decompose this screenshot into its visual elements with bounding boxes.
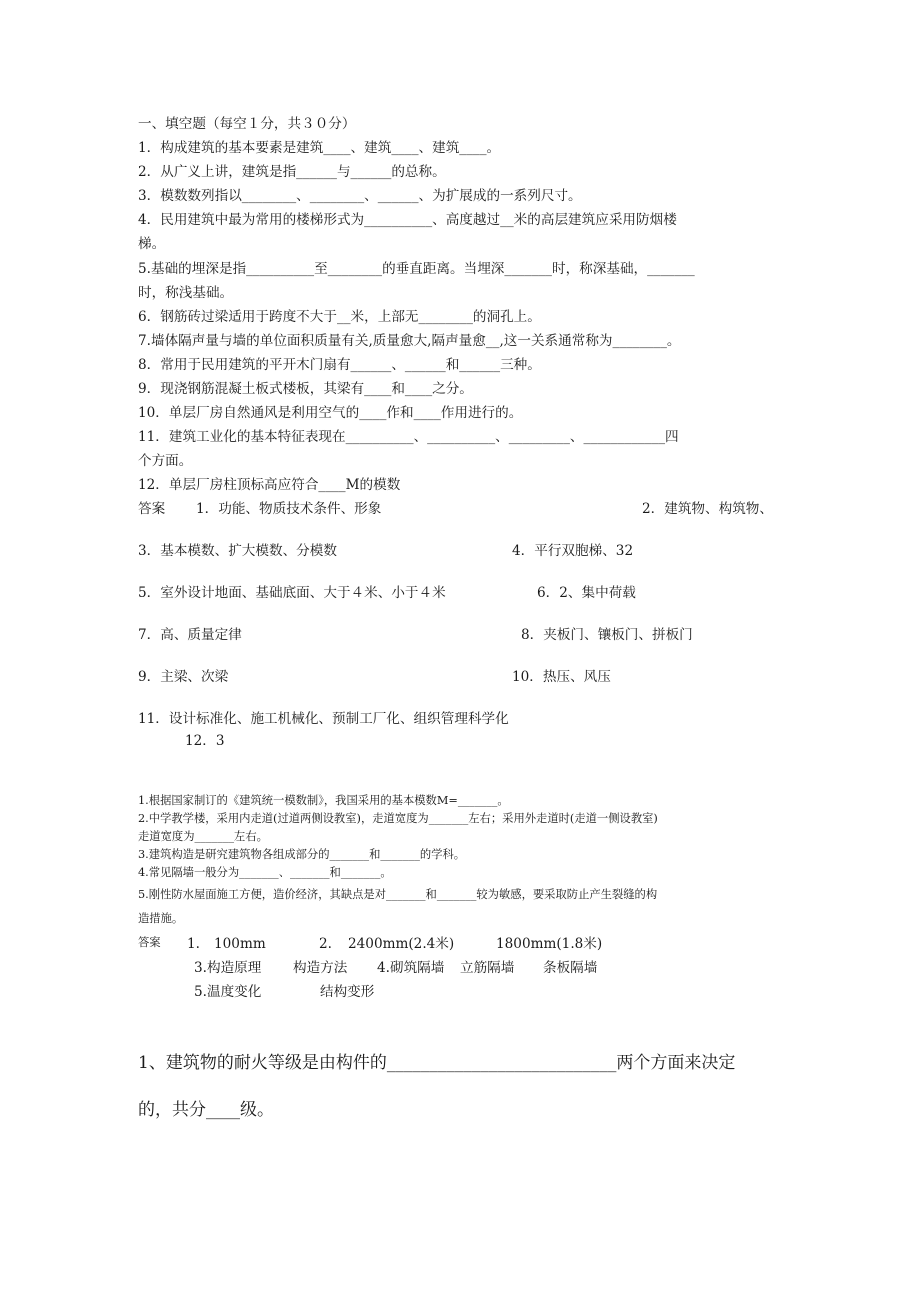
question-6: 6．钢筋砖过梁适用于跨度不大于__米，上部无________的洞孔上。 — [138, 309, 541, 325]
s2-question-5-cont: 造措施。 — [138, 912, 184, 925]
s2-answer-4a: 4.砌筑隔墙 — [377, 960, 445, 976]
question-1: 1．构成建筑的基本要素是建筑____、建筑____、建筑____。 — [138, 140, 501, 156]
answer-label: 答案 — [138, 501, 166, 517]
s2-answer-label: 答案 — [138, 936, 161, 949]
section-heading: 一、填空题（每空１分，共３０分） — [138, 116, 356, 132]
s2-answer-2b: 1800mm(1.8米) — [496, 936, 603, 952]
question-9: 9．现浇钢筋混凝土板式楼板，其梁有____和____之分。 — [138, 381, 473, 397]
s2-answer-2a: 2400mm(2.4米) — [348, 936, 455, 952]
s2-question-2-cont: 走道宽度为_______左右。 — [138, 830, 268, 843]
s2-question-2: 2.中学教学楼，采用内走道(过道两侧设教室)，走道宽度为_______左右；采用外走道时(走道一侧设教室) — [138, 812, 658, 825]
question-4: 4．民用建筑中最为常用的楼梯形式为__________、高度越过__米的高层建筑应采用防烟楼 — [138, 212, 677, 228]
s2-answer-3b: 构造方法 — [293, 960, 348, 976]
answer-11: 11．设计标准化、施工机械化、预制工厂化、组织管理科学化 — [138, 711, 509, 727]
question-8: 8．常用于民用建筑的平开木门扇有______、______和______三种。 — [138, 357, 541, 373]
answer-9: 9．主梁、次梁 — [138, 669, 229, 685]
question-10: 10．单层厂房自然通风是利用空气的____作和____作用进行的。 — [138, 405, 523, 421]
s2-answer-3a: 3.构造原理 — [194, 960, 262, 976]
s2-question-3: 3.建筑构造是研究建筑物各组成部分的_______和_______的学科。 — [138, 848, 466, 861]
s2-question-1: 1.根据国家制订的《建筑统一模数制》，我国采用的基本模数M=_______。 — [138, 794, 509, 807]
s2-answer-1-num: 1. — [187, 936, 200, 952]
s2-answer-5a: 5.温度变化 — [194, 984, 262, 1000]
s2-question-5: 5.刚性防水屋面施工方便，造价经济，其缺点是对_______和_______较为敏感，要采取防止产生裂缝的构 — [138, 888, 658, 901]
answer-5: 5．室外设计地面、基础底面、大于４米、小于４米 — [138, 585, 446, 601]
question-3: 3．模数数列指以________、________、______、为扩展成的一系列尺寸。 — [138, 188, 582, 204]
answer-8: 8．夹板门、镶板门、拼板门 — [521, 627, 693, 643]
question-11-cont: 个方面。 — [138, 453, 193, 469]
s2-answer-2-num: 2. — [319, 936, 332, 952]
answer-10: 10．热压、风压 — [512, 669, 611, 685]
s2-answer-4c: 条板隔墙 — [543, 960, 598, 976]
s2-answer-1: 100mm — [214, 936, 266, 952]
s3-question-1: 1、建筑物的耐火等级是由构件的___________________________两个方面来决定 — [138, 1053, 736, 1073]
s3-question-1-cont: 的，共分____级。 — [138, 1100, 274, 1120]
s2-answer-4b: 立筋隔墙 — [460, 960, 515, 976]
answer-1: 1．功能、物质技术条件、形象 — [196, 501, 382, 517]
answer-3: 3．基本模数、扩大模数、分模数 — [138, 543, 337, 559]
answer-4: 4．平行双胞梯、32 — [512, 543, 634, 559]
answer-7: 7．高、质量定律 — [138, 627, 242, 643]
question-7: 7.墙体隔声量与墙的单位面积质量有关,质量愈大,隔声量愈__,这一关系通常称为________。 — [138, 333, 681, 349]
answer-12: 12．3 — [185, 733, 225, 749]
question-4-cont: 梯。 — [138, 236, 166, 252]
answer-6: 6．2、集中荷载 — [537, 585, 636, 601]
question-5: 5.基础的埋深是指__________至________的垂直距离。当埋深_______时，称深基础，_______ — [138, 261, 695, 277]
question-12: 12．单层厂房柱顶标高应符合____M的模数 — [138, 477, 401, 493]
question-5-cont: 时，称浅基础。 — [138, 285, 234, 301]
s2-answer-5b: 结构变形 — [320, 984, 375, 1000]
question-2: 2．从广义上讲，建筑是指______与______的总称。 — [138, 164, 446, 180]
question-11: 11．建筑工业化的基本特征表现在__________、__________、_________、____________四 — [138, 429, 679, 445]
answer-2: 2．建筑物、构筑物、 — [642, 501, 773, 517]
s2-question-4: 4.常见隔墙一般分为_______、_______和_______。 — [138, 866, 392, 879]
